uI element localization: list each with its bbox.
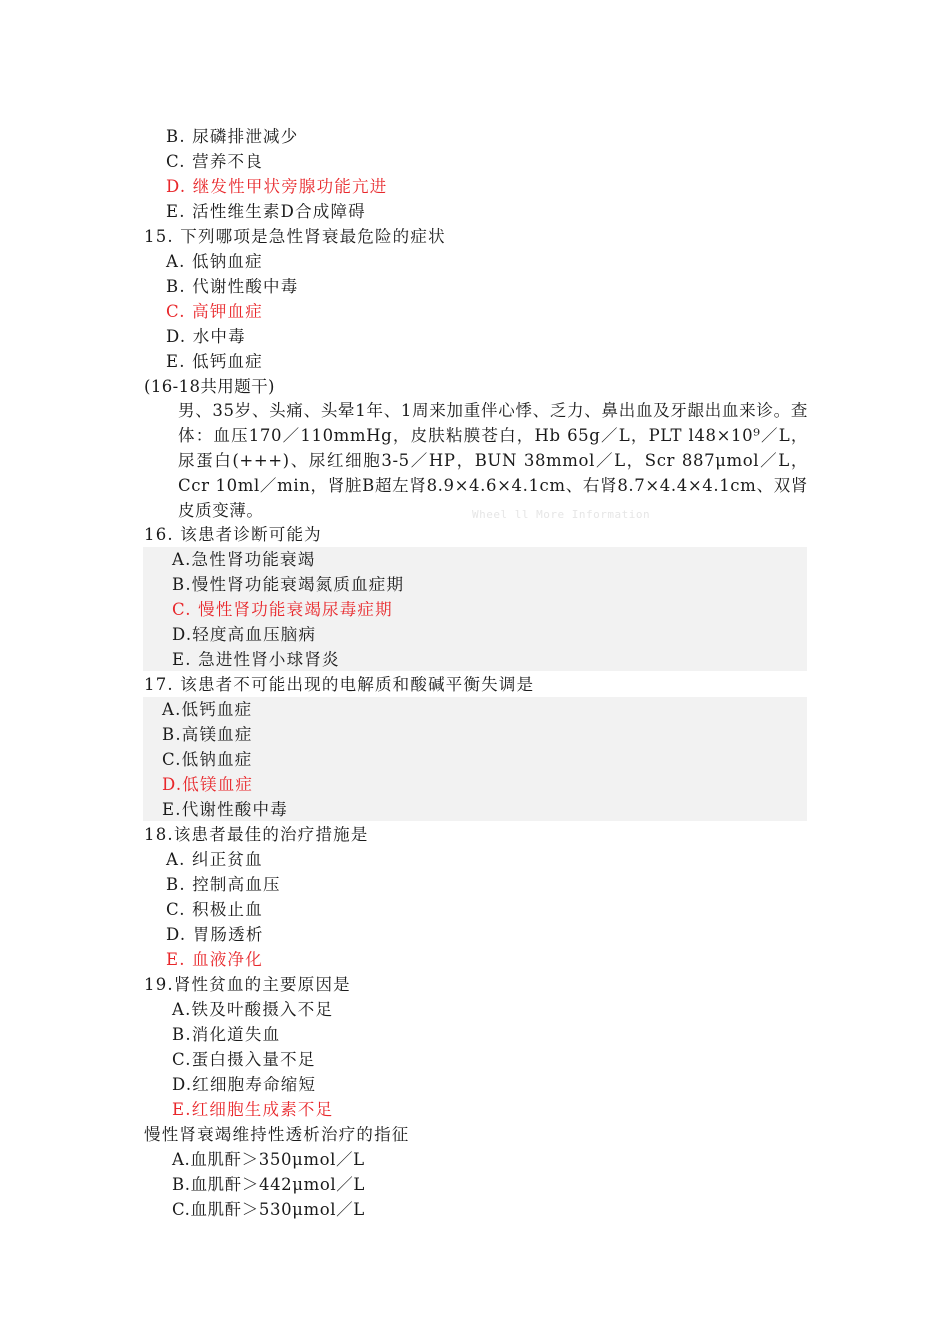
option-14b: B. 尿磷排泄减少 (166, 127, 299, 146)
option-19a: A.铁及叶酸摄入不足 (172, 1000, 334, 1019)
option-16e: E. 急进性肾小球肾炎 (172, 650, 340, 669)
question-19-stem: 19.肾性贫血的主要原因是 (144, 975, 351, 994)
option-14e: E. 活性维生素D合成障碍 (166, 202, 366, 221)
question-20-stem: 慢性肾衰竭维持性透析治疗的指征 (144, 1125, 410, 1144)
option-14d-answer: D. 继发性甲状旁腺功能亢进 (166, 177, 388, 196)
option-19d: D.红细胞寿命缩短 (172, 1075, 317, 1094)
option-17a: A.低钙血症 (162, 700, 253, 719)
option-15b: B. 代谢性酸中毒 (166, 277, 299, 296)
option-15c-answer: C. 高钾血症 (166, 302, 263, 321)
option-15a: A. 低钠血症 (166, 252, 263, 271)
option-15e: E. 低钙血症 (166, 352, 263, 371)
question-17-stem: 17. 该患者不可能出现的电解质和酸碱平衡失调是 (144, 675, 535, 694)
option-17c: C.低钠血症 (162, 750, 253, 769)
option-17d-answer: D.低镁血症 (162, 775, 254, 794)
option-20b: B.血肌酐＞442μmol／L (172, 1175, 365, 1194)
option-16c-answer: C. 慢性肾功能衰竭尿毒症期 (172, 600, 393, 619)
option-19c: C.蛋白摄入量不足 (172, 1050, 316, 1069)
option-19e-answer: E.红细胞生成素不足 (172, 1100, 334, 1119)
option-19b: B.消化道失血 (172, 1025, 281, 1044)
option-20c: C.血肌酐＞530μmol／L (172, 1200, 365, 1219)
option-18e-answer: E. 血液净化 (166, 950, 263, 969)
option-18d: D. 胃肠透析 (166, 925, 264, 944)
question-18-stem: 18.该患者最佳的治疗措施是 (144, 825, 369, 844)
faint-watermark-text: Wheel ll More Information (472, 508, 651, 521)
case-description: 男、35岁、头痛、头晕1年、1周来加重伴心悸、乏力、鼻出血及牙龈出血来诊。查体：血压170／110mmHg，皮肤粘膜苍白，Hb 65g／L，PLT l48×10⁹／L，尿蛋白(+++)、尿红细胞3-5／HP，BUN 38mmol／L，Scr 887μmol／L，Ccr 10ml／min，肾脏B超左肾8.9×4.6×4.1cm、右肾8.7×4.4×4.1cm、双肾皮质变薄。 (178, 401, 808, 520)
option-17e: E.代谢性酸中毒 (162, 800, 288, 819)
option-18a: A. 纠正贫血 (166, 850, 263, 869)
shared-stem-heading: (16-18共用题干) (144, 377, 275, 396)
option-16d: D.轻度高血压脑病 (172, 625, 317, 644)
question-16-stem: 16. 该患者诊断可能为 (144, 525, 322, 544)
option-16b: B.慢性肾功能衰竭氮质血症期 (172, 575, 405, 594)
option-20a: A.血肌酐＞350μmol／L (172, 1150, 365, 1169)
option-14c: C. 营养不良 (166, 152, 263, 171)
option-18c: C. 积极止血 (166, 900, 263, 919)
option-17b: B.高镁血症 (162, 725, 253, 744)
question-15-stem: 15. 下列哪项是急性肾衰最危险的症状 (144, 227, 446, 246)
option-18b: B. 控制高血压 (166, 875, 281, 894)
option-16a: A.急性肾功能衰竭 (172, 550, 316, 569)
option-15d: D. 水中毒 (166, 327, 246, 346)
